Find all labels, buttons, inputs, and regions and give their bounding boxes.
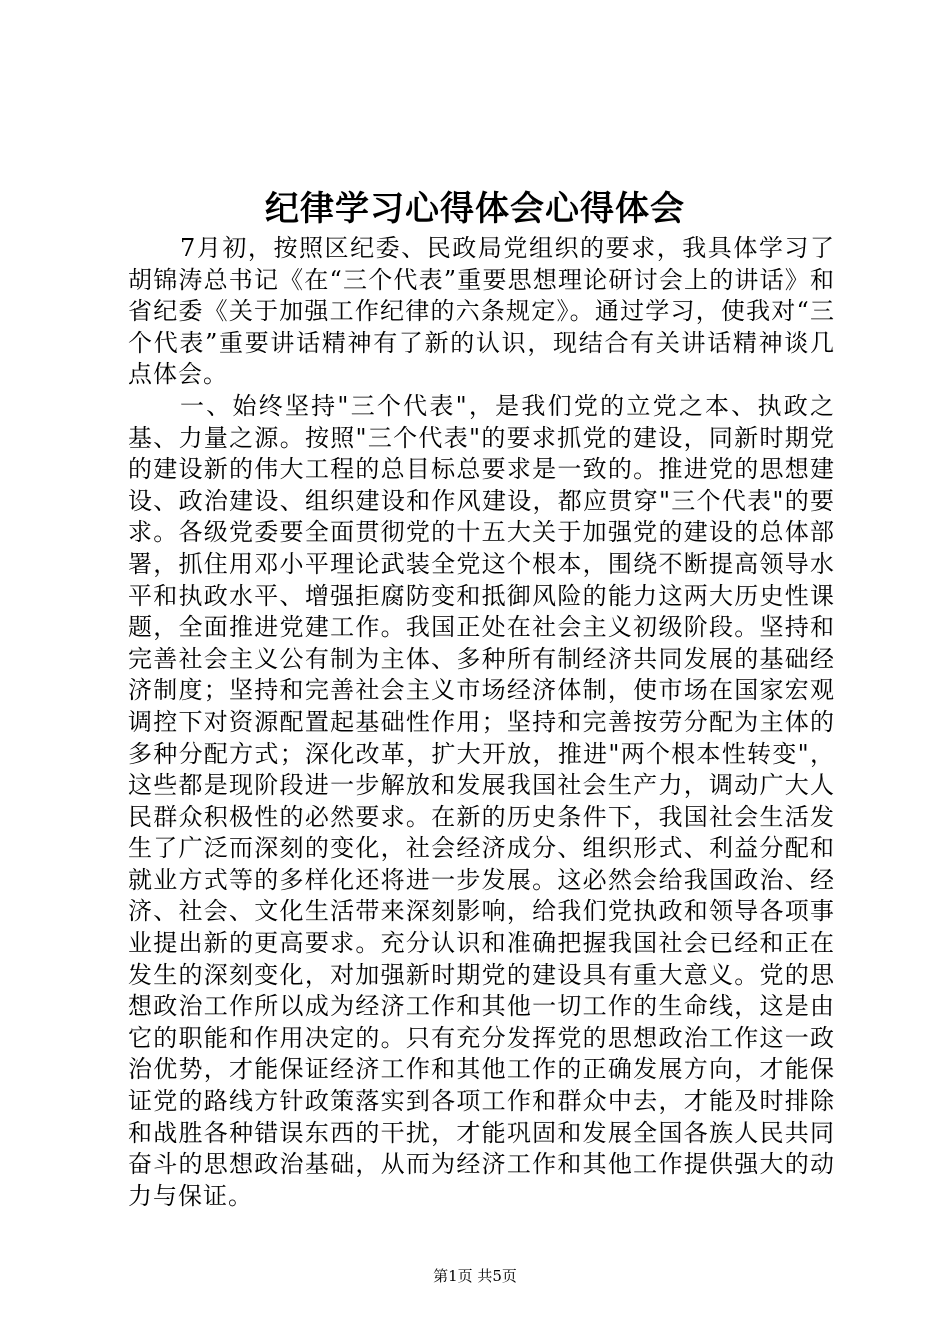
document-title: 纪律学习心得体会心得体会 xyxy=(265,189,685,229)
document-body xyxy=(128,233,835,1212)
page-footer: 第1页 共5页 xyxy=(433,1267,517,1285)
section-one-paragraph: 一、始终坚持"三个代表"，是我们党的立党之本、执政之基、力量之源。按照"三个代表"的要求抓党的建设，同新时期党的建设新的伟大工程的总目标总要求是一致的。推进党的思想建设、政治建设、组织建设和作风建设，都应贯穿"三个代表"的要求。各级党委要全面贯彻党的十五大关于加强党的建设的总体部署，抓住用邓小平理论武装全党这个根本，围绕不断提高领导水平和执政水平、增强拒腐防变和抵御风险的能力这两大历史性课题，全面推进党建工作。我国正处在社会主义初级阶段。坚持和完善社会主义公有制为主体、多种所有制经济共同发展的基础经济制度；坚持和完善社会主义市场经济体制，使市场在国家宏观调控下对资源配置起基础性作用；坚持和完善按劳分配为主体的多种分配方式；深化改革，扩大开放，推进"两个根本性转变"，这些都是现阶段进一步解放和发展我国社会生产力，调动广大人民群众积极性的必然要求。在新的历史条件下，我国社会生活发生了广泛而深刻的变化，社会经济成分、组织形式、利益分配和就业方式等的多样化还将进一步发展。这必然会给我国政治、经济、社会、文化生活带来深刻影响，给我们党执政和领导各项事业提出新的更高要求。充分认识和准确把握我国社会已经和正在发生的深刻变化，对加强新时期党的建设具有重大意义。党的思想政治工作所以成为经济工作和其他一切工作的生命线，这是由它的职能和作用决定的。只有充分发挥党的思想政治工作这一政治优势，才能保证经济工作和其他工作的正确发展方向，才能保证党的路线方针政策落实到各项工作和群众中去，才能及时排除和战胜各种错误东西的干扰，才能巩固和发展全国各族人民共同奋斗的思想政治基础，从而为经济工作和其他工作提供强大的动力与保证。 xyxy=(128,391,835,1210)
intro-paragraph: 7月初，按照区纪委、民政局党组织的要求，我具体学习了胡锦涛总书记《在“三个代表”重要思想理论研讨会上的讲话》和省纪委《关于加强工作纪律的六条规定》。通过学习，使我对“三个代表”重要讲话精神有了新的认识，现结合有关讲话精神谈几点体会。 xyxy=(128,234,835,389)
